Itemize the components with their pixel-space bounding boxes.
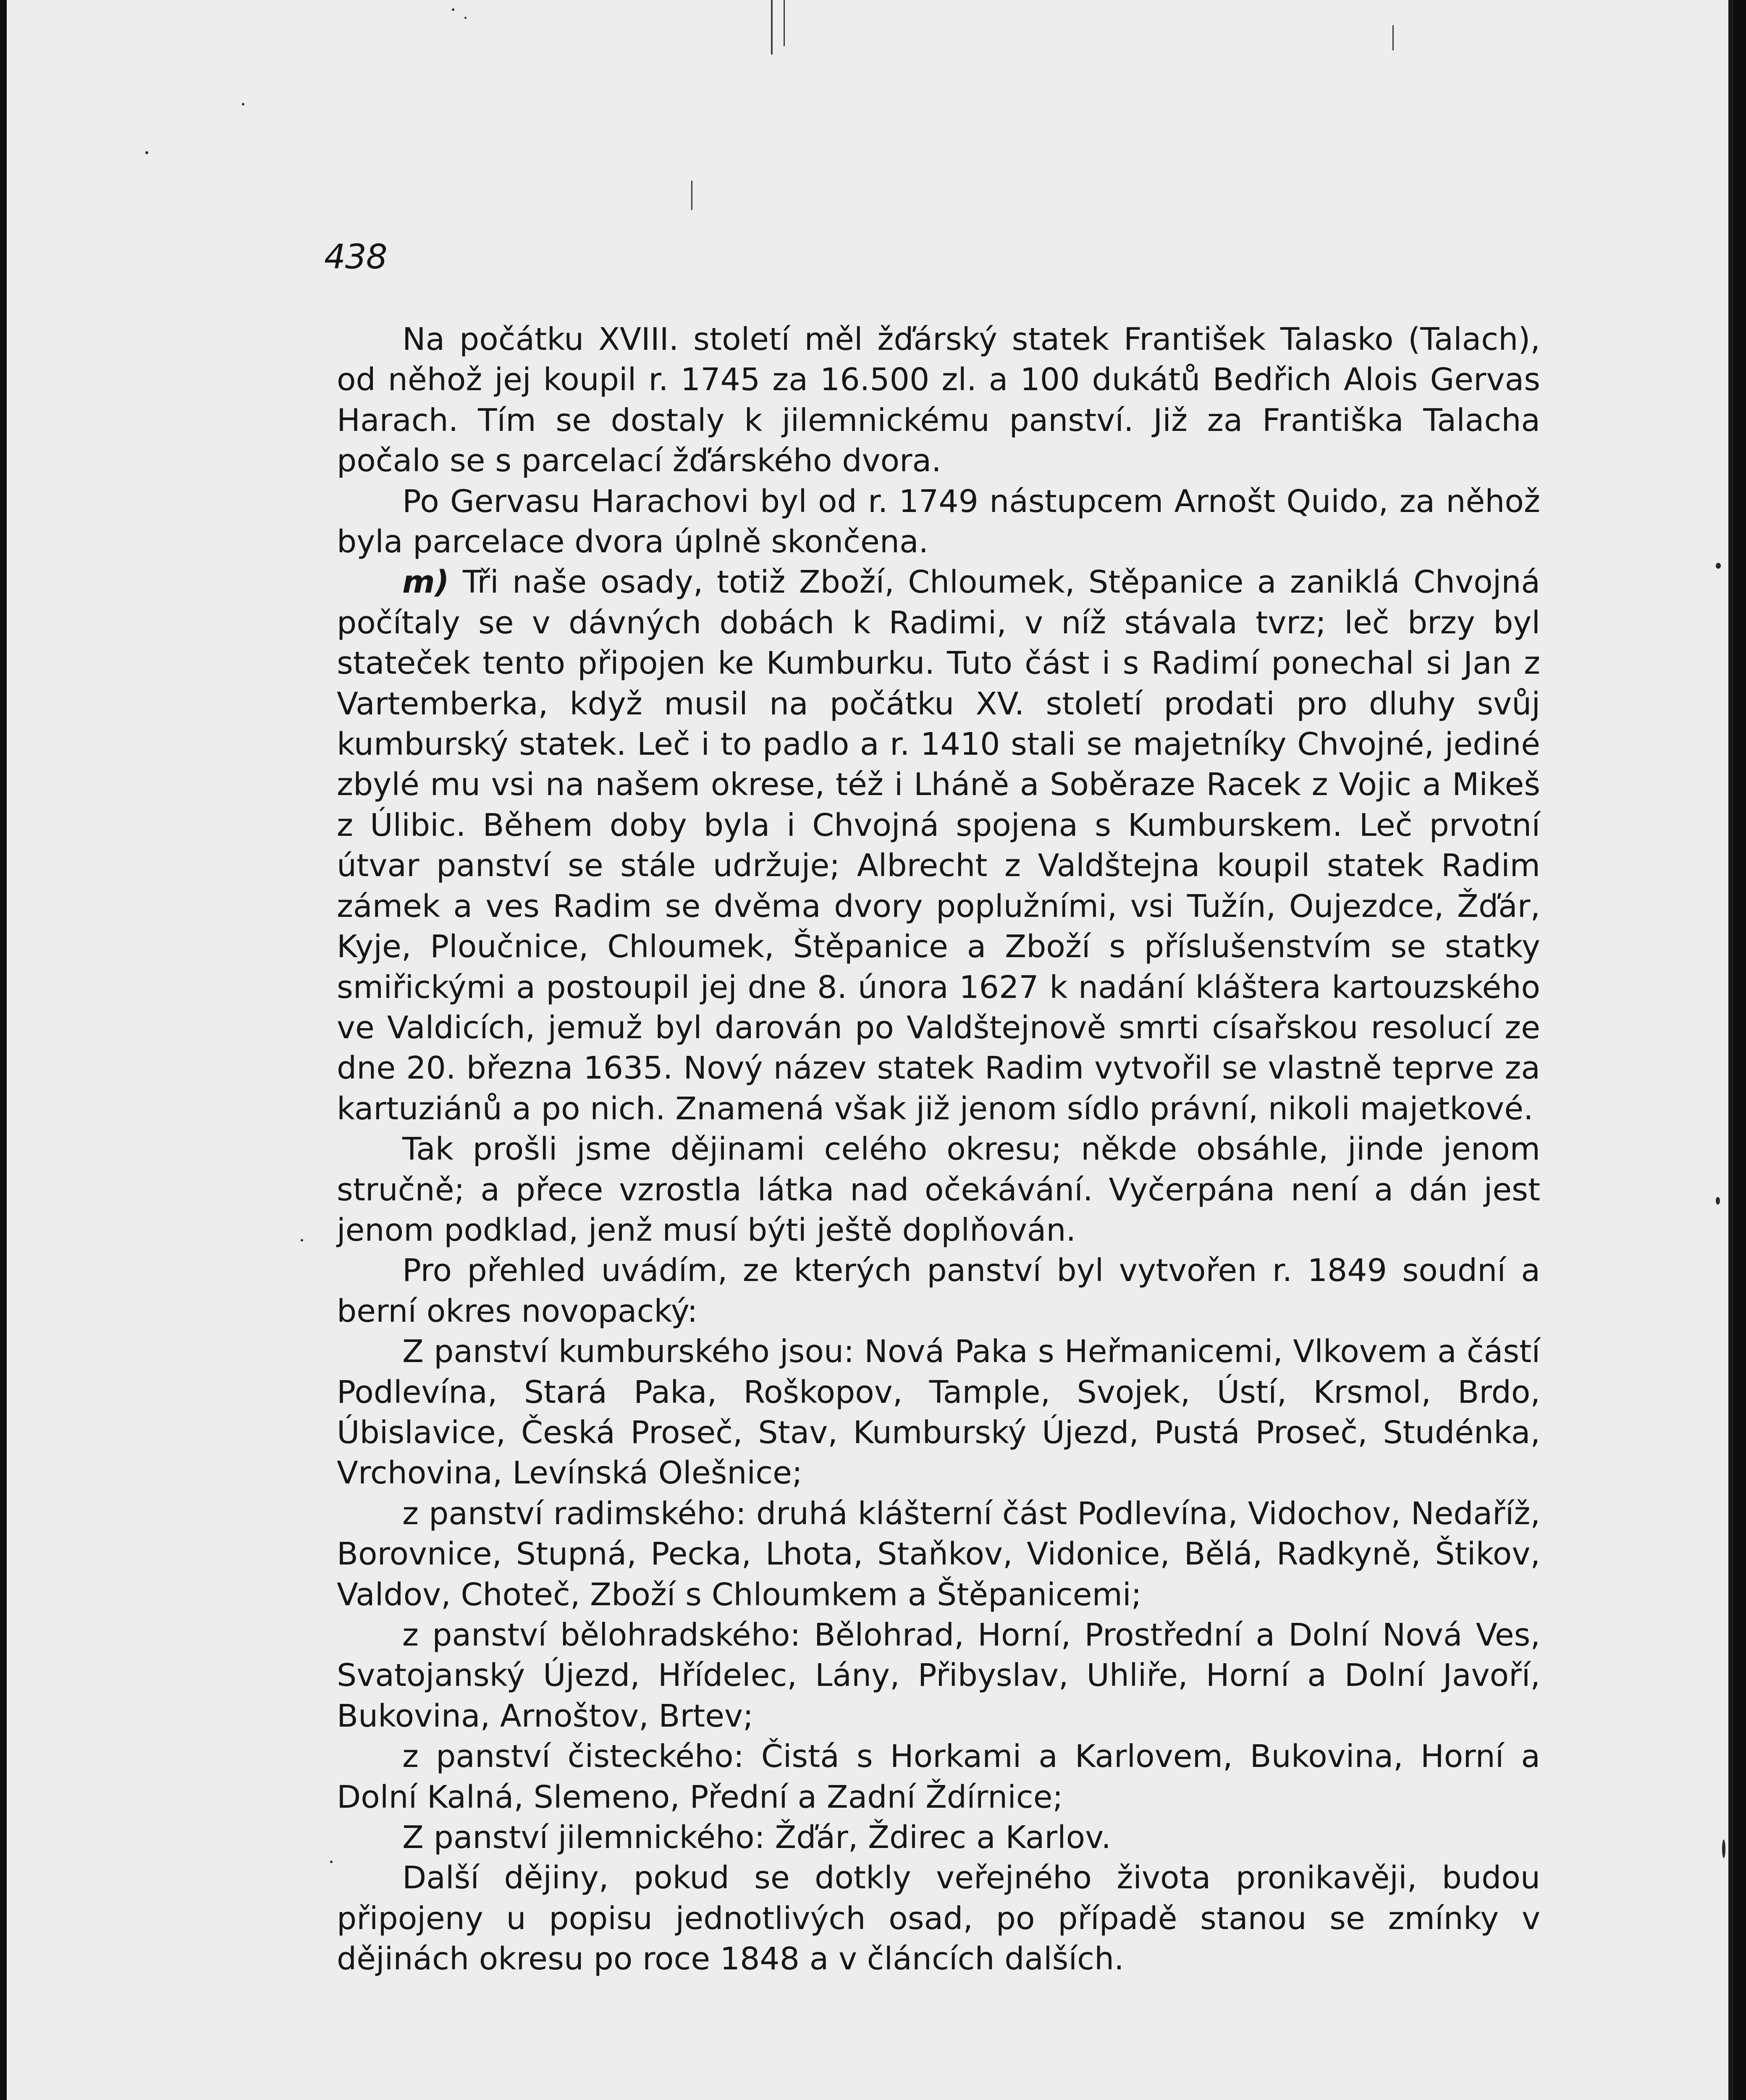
book-page <box>7 0 1733 2100</box>
dust-speck <box>1722 1840 1725 1858</box>
scan-streak <box>771 0 773 55</box>
body-text <box>337 319 1540 1979</box>
paragraph-text: Tři naše osady, totiž Zboží, Chloumek, Stěpanice a zaniklá Chvojná počítaly se v dávných dobách k Radimi, v níž stávala tvrz; leč brzy byl stateček tento připojen ke Kumburku. Tuto část i s Radimí ponechal si Jan z Vartemberka, když musil na počátku XV. století prodati pro dluhy svůj kumburský statek. Leč i to padlo a r. 1410 stali se majetníky Chvojné, jediné zbylé mu vsi na našem okrese, též i Lháně a Soběraze Racek z Vojic a Mikeš z Úlibic. Během doby byla i Chvojná spojena s Kumburskem. Leč prvotní útvar panství se stále udržuje; Albrecht z Valdštejna koupil statek Radim zámek a ves Radim se dvěma dvory poplužními, vsi Tužín, Oujezdce, Žďár, Kyje, Ploučnice, Chloumek, Štěpanice a Zboží s příslušenstvím se statky smiřickými a postoupil jej dne 8. února 1627 k nadání kláštera kartouzského ve Valdicích, jemuž byl darován po Valdštejnově smrti císařskou resolucí ze dne 20. března 1635. Nový název statek Radim vytvořil se vlastně teprve za kartuziánů a po nich. Znamená však již jenom sídlo právní, nikoli majetkové. <box>337 564 1540 1127</box>
dust-speck <box>452 8 454 11</box>
paragraph: Pro přehled uvádím, ze kterých panství byl vytvořen r. 1849 soudní a berní okres novopacký: <box>337 1252 1540 1329</box>
dust-speck <box>1716 1197 1720 1205</box>
page-edge-shadow <box>1728 0 1733 2100</box>
paragraph <box>337 562 1540 1129</box>
paragraph: z panství čisteckého: Čistá s Horkami a Karlovem, Bukovina, Horní a Dolní Kalná, Slemeno, Přední a Zadní Ždírnice; <box>337 1738 1540 1815</box>
paragraph: z panství bělohradského: Bělohrad, Horní, Prostřední a Dolní Nová Ves, Svatojanský Újezd, Hřídelec, Lány, Přibyslav, Uhliře, Horní a Dolní Javoří, Bukovina, Arnoštov, Brtev; <box>337 1617 1540 1734</box>
dust-speck <box>1716 563 1721 569</box>
paragraph: Další dějiny, pokud se dotkly veřejného života pronikavěji, budou připojeny u popisu jednotlivých osad, po případě stanou se zmínky v dějinách okresu po roce 1848 a v článcích dalších. <box>337 1859 1540 1977</box>
paragraph: Po Gervasu Harachovi byl od r. 1749 nástupcem Arnošt Quido, za něhož byla parcelace dvora úplně skončena. <box>337 483 1540 560</box>
paragraph: z panství radimského: druhá klášterní část Podlevína, Vidochov, Nedaříž, Borovnice, Stupná, Pecka, Lhota, Staňkov, Vidonice, Bělá, Radkyně, Štikov, Valdov, Choteč, Zboží s Chloumkem a Štěpanicemi; <box>337 1495 1540 1613</box>
dust-speck <box>330 1861 333 1863</box>
page-number: 438 <box>324 237 387 276</box>
paragraph: Tak prošli jsme dějinami celého okresu; někde obsáhle, jinde jenom stručně; a přece vzrostla látka nad očekávání. Vyčerpána není a dán jest jenom podklad, jenž musí býti ještě doplňován. <box>337 1131 1540 1248</box>
paragraph: Na počátku XVIII. století měl žďárský statek František Talasko (Talach), od něhož jej koupil r. 1745 za 16.500 zl. a 100 dukátů Bedřich Alois Gervas Harach. Tím se dostaly k jilemnickému panství. Již za Františka Talacha počalo se s parcelací žďárského dvora. <box>337 321 1540 479</box>
scan-streak <box>784 0 785 46</box>
scan-streak <box>691 181 692 210</box>
paragraph: Z panství jilemnického: Žďár, Ždirec a Karlov. <box>402 1819 1112 1856</box>
dust-speck <box>145 151 148 154</box>
scan-streak <box>1392 25 1394 50</box>
dust-speck <box>242 103 244 105</box>
dust-speck <box>301 1239 303 1242</box>
dust-speck <box>464 17 467 19</box>
paragraph: Z panství kumburského jsou: Nová Paka s Heřmanicemi, Vlkovem a částí Podlevína, Stará Paka, Roškopov, Tample, Svojek, Ústí, Krsmol, Brdo, Úbislavice, Česká Proseč, Stav, Kumburský Újezd, Pustá Proseč, Studénka, Vrchovina, Levínská Olešnice; <box>337 1333 1540 1491</box>
section-marker: m) <box>402 564 449 601</box>
